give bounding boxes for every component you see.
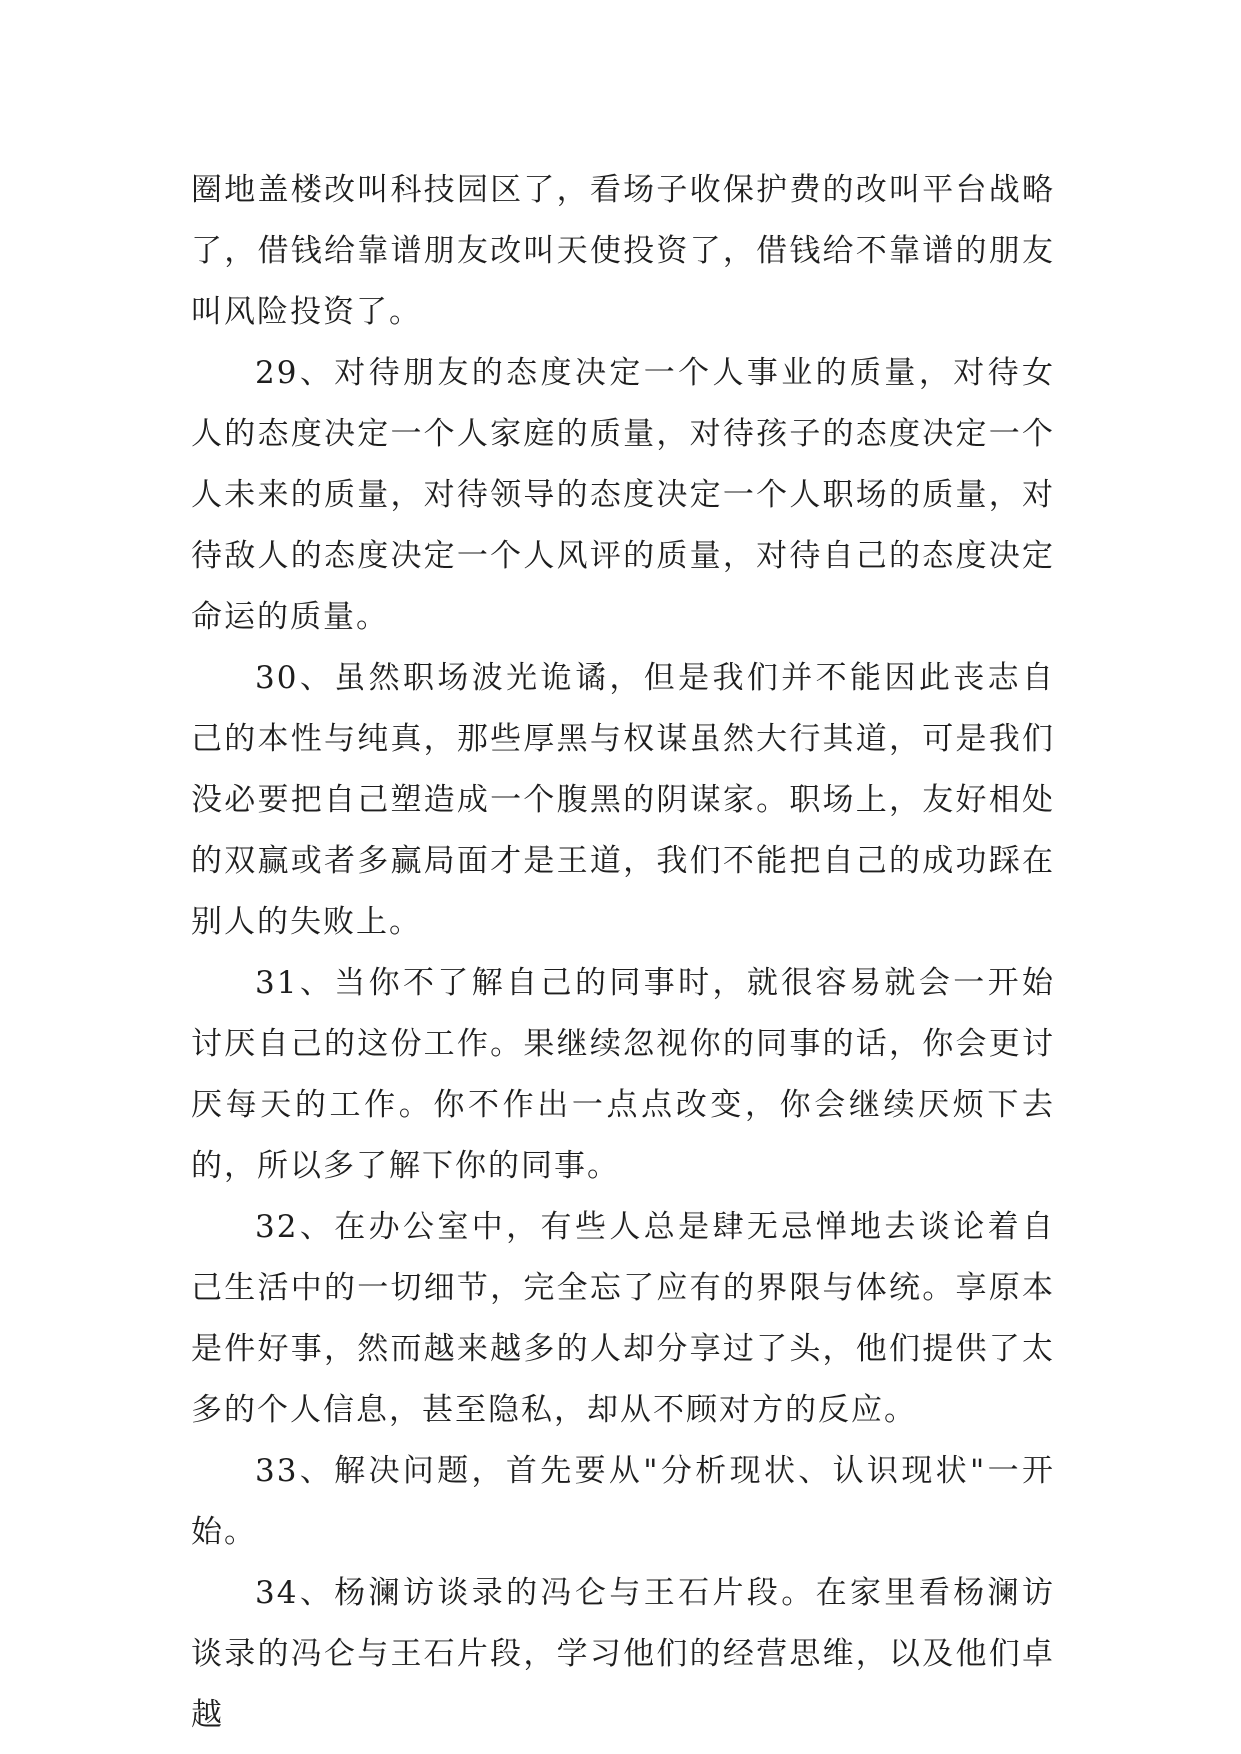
paragraph-item-31: 31、当你不了解自己的同事时，就很容易就会一开始讨厌自己的这份工作。果继续忽视你的同事的话，你会更讨厌每天的工作。你不作出一点点改变，你会继续厌烦下去的，所以多了解下你的同事。 [191, 965, 1055, 1184]
paragraph-item-33: 33、解决问题，首先要从"分析现状、认识现状"一开始。 [191, 1453, 1055, 1550]
paragraph-continuation: 圈地盖楼改叫科技园区了，看场子收保护费的改叫平台战略了，借钱给靠谱朋友改叫天使投资了，借钱给不靠谱的朋友叫风险投资了。 [191, 172, 1055, 330]
paragraph-item-30: 30、虽然职场波光诡谲，但是我们并不能因此丧志自己的本性与纯真，那些厚黑与权谋虽然大行其道，可是我们没必要把自己塑造成一个腹黑的阴谋家。职场上，友好相处的双赢或者多赢局面才是王道，我们不能把自己的成功踩在别人的失败上。 [191, 660, 1055, 940]
paragraph-item-29: 29、对待朋友的态度决定一个人事业的质量，对待女人的态度决定一个人家庭的质量，对待孩子的态度决定一个人未来的质量，对待领导的态度决定一个人职场的质量，对待敌人的态度决定一个人风评的质量，对待自己的态度决定命运的质量。 [191, 355, 1055, 635]
paragraph-item-32: 32、在办公室中，有些人总是肆无忌惮地去谈论着自己生活中的一切细节，完全忘了应有的界限与体统。享原本是件好事，然而越来越多的人却分享过了头，他们提供了太多的个人信息，甚至隐私，却从不顾对方的反应。 [191, 1209, 1055, 1428]
document-body [191, 160, 1055, 1746]
paragraph-item-34: 34、杨澜访谈录的冯仑与王石片段。在家里看杨澜访谈录的冯仑与王石片段，学习他们的经营思维，以及他们卓越 [191, 1575, 1055, 1733]
